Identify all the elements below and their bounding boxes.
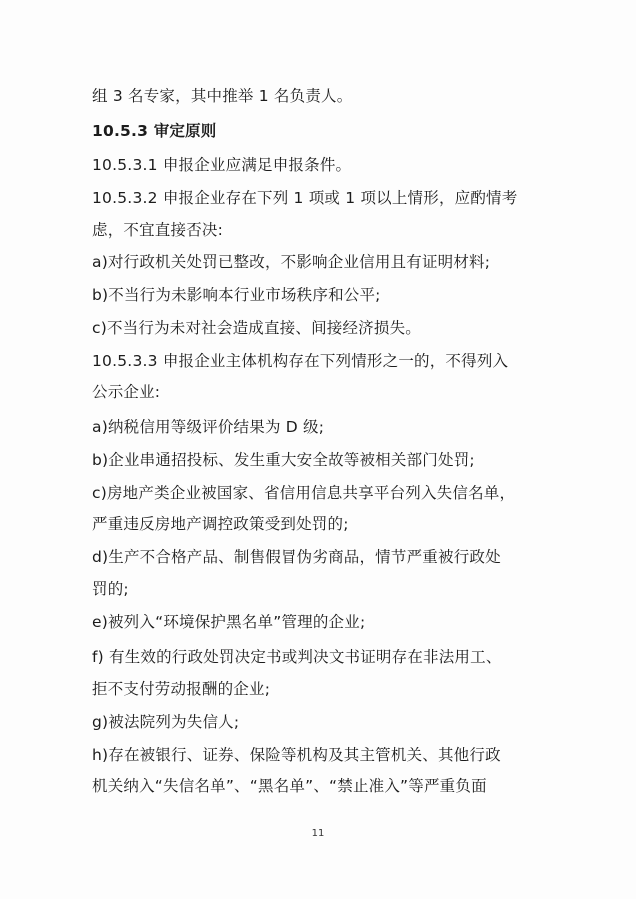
text-line: 10.5.3.3 申报企业主体机构存在下列情形之一的，不得列入 [92, 352, 509, 370]
text-line: e)被列入“环境保护黑名单”管理的企业; [92, 613, 366, 631]
text-line: b)不当行为未影响本行业市场秩序和公平; [92, 286, 381, 304]
text-line: 严重违反房地产调控政策受到处罚的; [92, 515, 349, 533]
text-line: 拒不支付劳动报酬的企业; [92, 680, 271, 698]
section-heading: 10.5.3 审定原则 [92, 122, 217, 140]
text-line: g)被法院列为失信人; [92, 713, 240, 731]
text-line: c)房地产类企业被国家、省信用信息共享平台列入失信名单， [92, 484, 516, 502]
text-line: 机关纳入“失信名单”、“黑名单”、“禁止准入”等严重负面 [92, 777, 487, 795]
text-line: a)纳税信用等级评价结果为 D 级; [92, 418, 325, 436]
text-line: d)生产不合格产品、制售假冒伪劣商品，情节严重被行政处 [92, 548, 501, 566]
text-line: 10.5.3.2 申报企业存在下列 1 项或 1 项以上情形，应酌情考 [92, 189, 518, 207]
text-line: 虑，不宜直接否决: [92, 221, 224, 239]
text-line: 组 3 名专家，其中推举 1 名负责人。 [92, 87, 353, 105]
text-line: b)企业串通招投标、发生重大安全故等被相关部门处罚; [92, 451, 475, 469]
text-line: f) 有生效的行政处罚决定书或判决文书证明存在非法用工、 [92, 648, 502, 666]
text-line: c)不当行为未对社会造成直接、间接经济损失。 [92, 319, 421, 337]
text-line: 罚的; [92, 580, 129, 598]
text-line: 10.5.3.1 申报企业应满足申报条件。 [92, 156, 352, 174]
page-number: 11 [311, 828, 325, 839]
text-line: 公示企业: [92, 383, 161, 401]
text-line: a)对行政机关处罚已整改，不影响企业信用且有证明材料; [92, 253, 491, 271]
text-line: h)存在被银行、证券、保险等机构及其主管机关、其他行政 [92, 746, 501, 764]
